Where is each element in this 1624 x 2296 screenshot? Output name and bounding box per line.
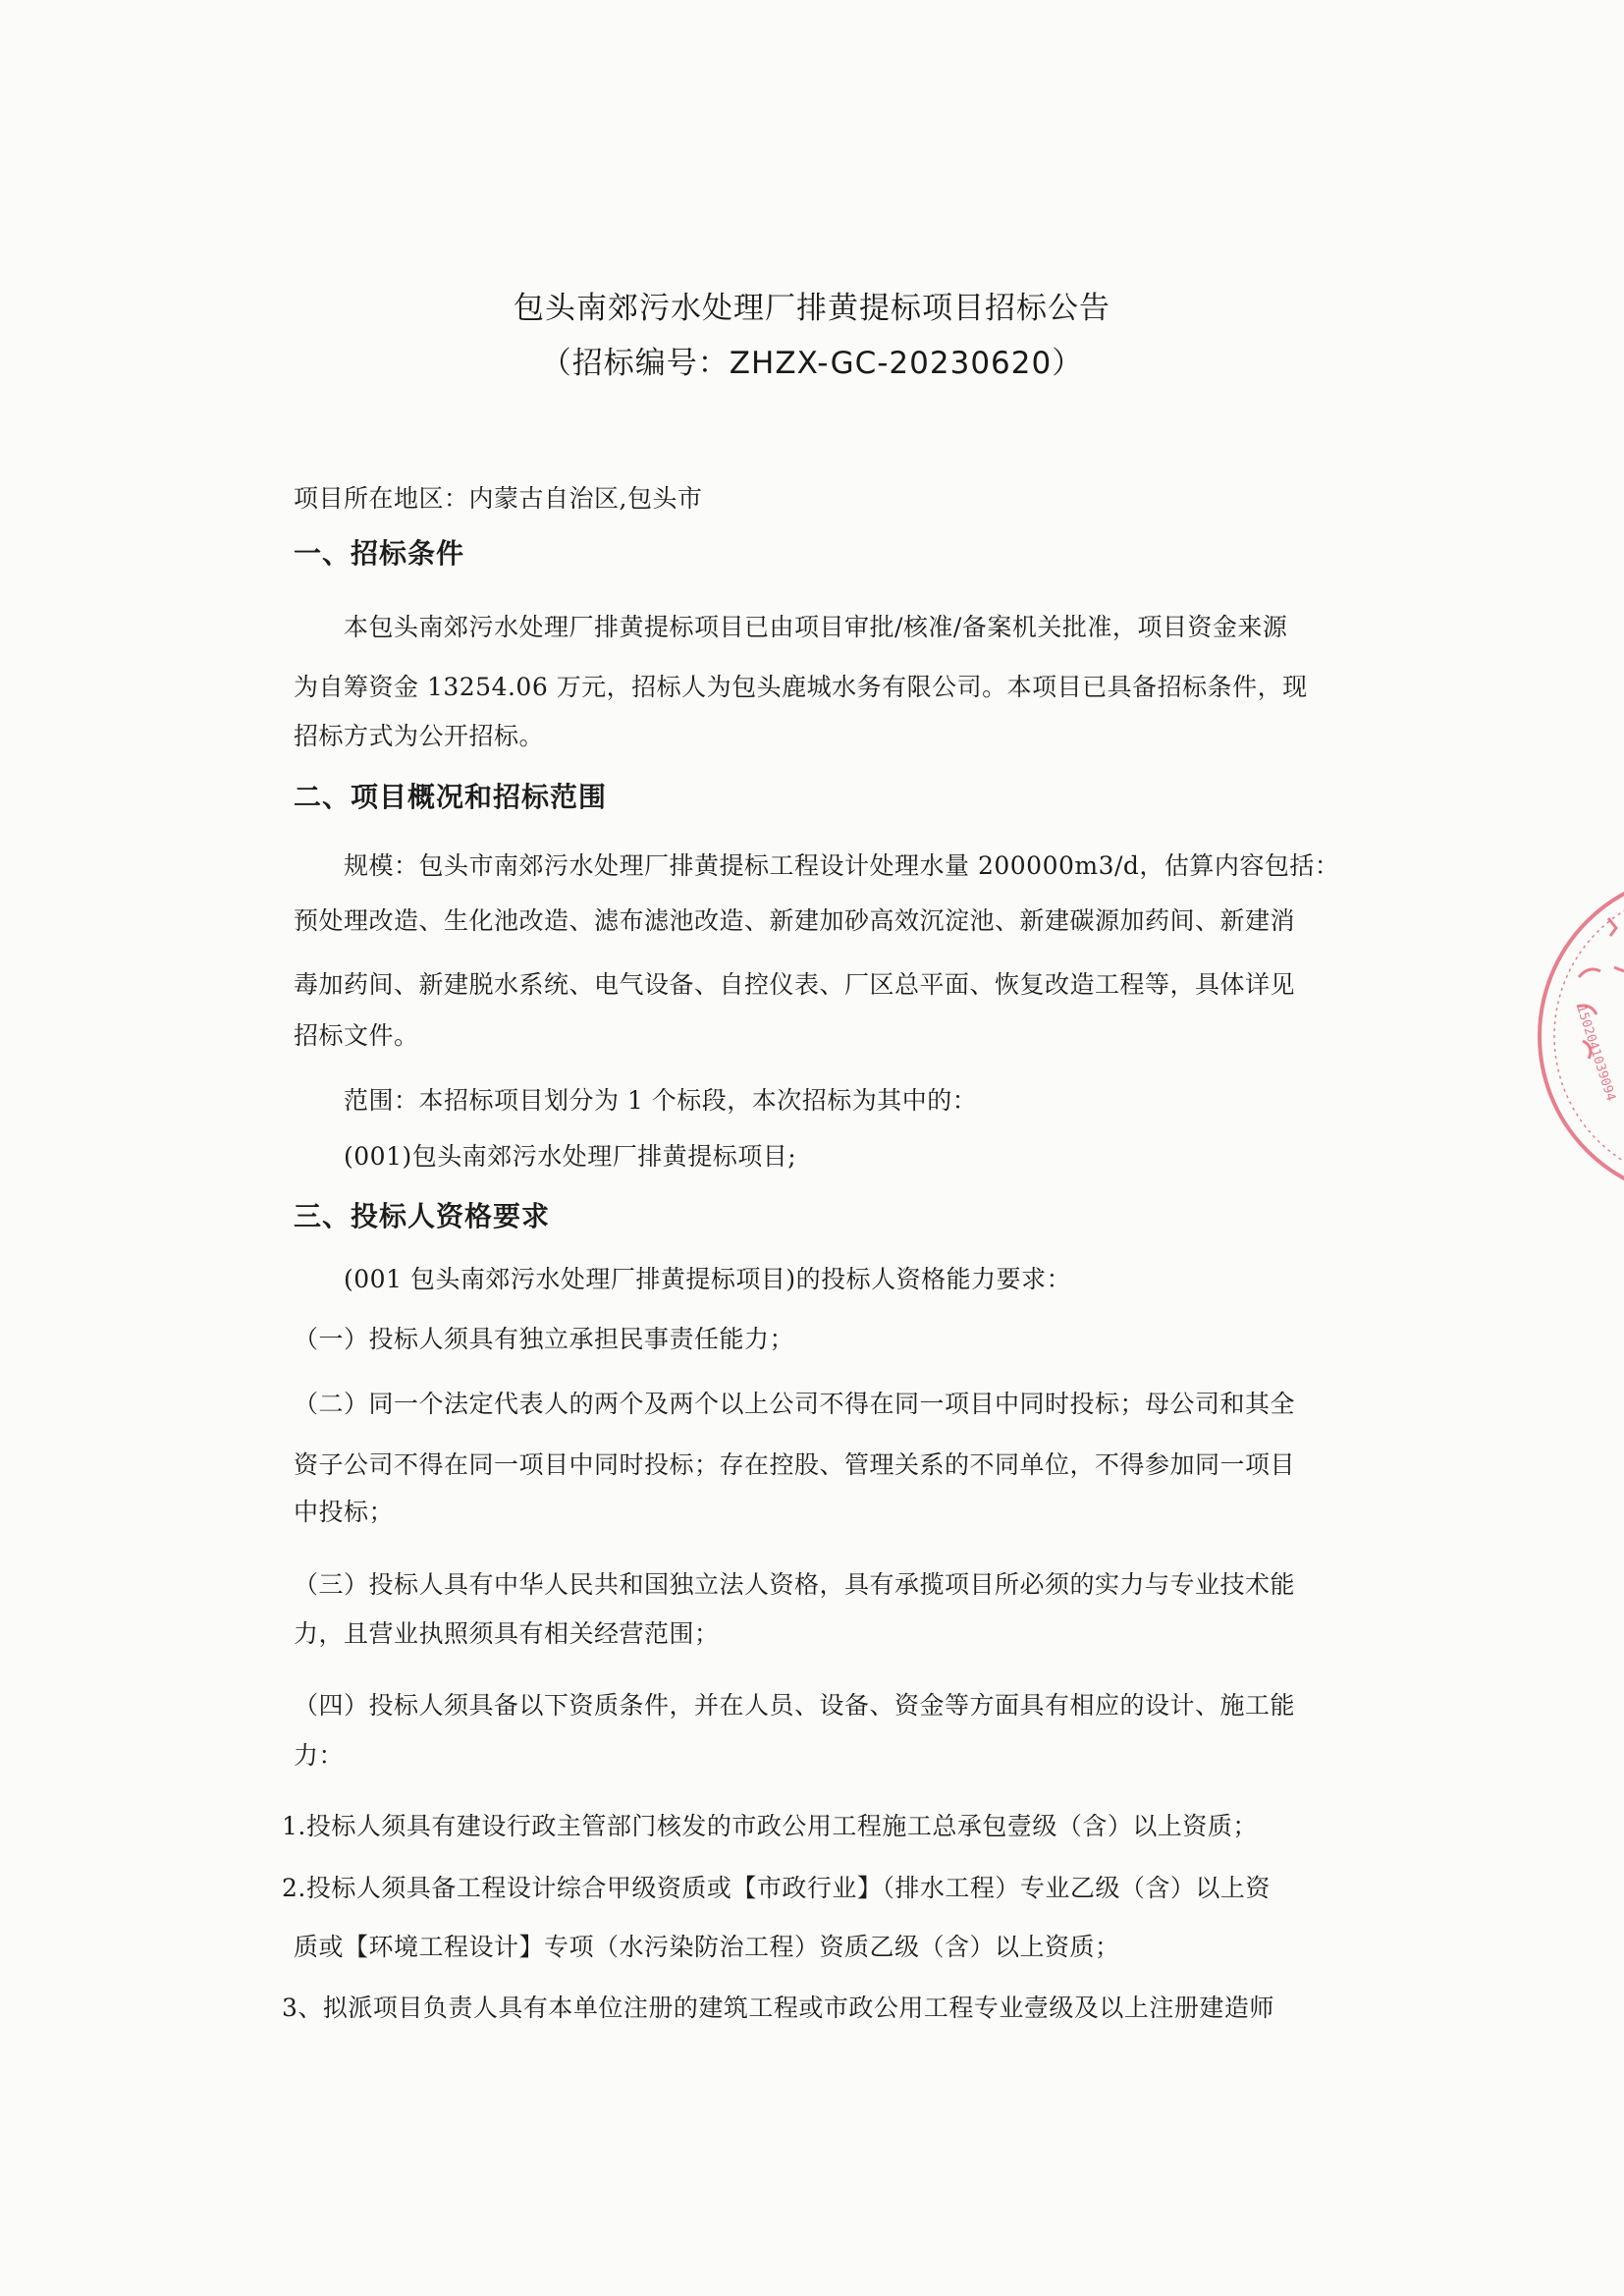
section-heading-project-overview: 二、项目概况和招标范围	[294, 781, 608, 813]
paragraph-line: (001 包头南郊污水处理厂排黄提标项目)的投标人资格能力要求：	[344, 1265, 1072, 1293]
paragraph-line: 招标文件。	[294, 1021, 419, 1050]
paragraph-line: 为自筹资金 13254.06 万元，招标人为包头鹿城水务有限公司。本项目已具备招标条件，现	[294, 673, 1308, 701]
section-heading-tender-conditions: 一、招标条件	[294, 537, 465, 570]
paragraph-line: 3、拟派项目负责人具有本单位注册的建筑工程或市政公用工程专业壹级及以上注册建造师	[282, 1994, 1274, 2022]
tender-number: （招标编号：ZHZX-GC-20230620）	[540, 346, 1084, 381]
paragraph-line: （二）同一个法定代表人的两个及两个以上公司不得在同一项目中同时投标；母公司和其全	[294, 1390, 1296, 1418]
project-location: 项目所在地区：内蒙古自治区,包头市	[294, 484, 703, 513]
paragraph-line: 1.投标人须具有建设行政主管部门核发的市政公用工程施工总承包壹级（含）以上资质；	[282, 1812, 1258, 1840]
document-title: 包头南郊污水处理厂排黄提标项目招标公告	[514, 291, 1110, 326]
paragraph-line: 预处理改造、生化池改造、滤布滤池改造、新建加砂高效沉淀池、新建碳源加药间、新建消	[294, 906, 1296, 935]
paragraph-line: （三）投标人具有中华人民共和国独立法人资格，具有承揽项目所必须的实力与专业技术能	[294, 1570, 1296, 1599]
paragraph-line: 2.投标人须具备工程设计综合甲级资质或【市政行业】（排水工程）专业乙级（含）以上资	[282, 1874, 1271, 1902]
paragraph-line: 力，且营业执照须具有相关经营范围；	[294, 1619, 720, 1648]
paragraph-line: 力：	[294, 1741, 345, 1770]
seal-number: 1502041039094	[1573, 1003, 1618, 1104]
section-heading-bidder-qualifications: 三、投标人资格要求	[294, 1200, 551, 1232]
paragraph-line: (001)包头南郊污水处理厂排黄提标项目;	[344, 1142, 797, 1171]
paragraph-line: 质或【环境工程设计】专项（水污染防治工程）资质乙级（含）以上资质；	[294, 1933, 1120, 1961]
paragraph-line: 本包头南郊污水处理厂排黄提标项目已由项目审批/核准/备案机关批准，项目资金来源	[344, 613, 1288, 641]
official-seal	[1520, 859, 1624, 1213]
paragraph-line: 范围：本招标项目划分为 1 个标段，本次招标为其中的：	[344, 1086, 978, 1115]
paragraph-line: 招标方式为公开招标。	[294, 722, 545, 750]
paragraph-line: （一）投标人须具有独立承担民事责任能力；	[294, 1325, 795, 1353]
paragraph-line: 中投标；	[294, 1498, 395, 1526]
seal-icon	[1520, 859, 1624, 1213]
paragraph-line: 毒加药间、新建脱水系统、电气设备、自控仪表、厂区总平面、恢复改造工程等，具体详见	[294, 970, 1296, 999]
paragraph-line: 规模：包头市南郊污水处理厂排黄提标工程设计处理水量 200000m3/d，估算内容包括：	[344, 851, 1340, 880]
paragraph-line: （四）投标人须具备以下资质条件，并在人员、设备、资金等方面具有相应的设计、施工能	[294, 1691, 1296, 1720]
paragraph-line: 资子公司不得在同一项目中同时投标；存在控股、管理关系的不同单位，不得参加同一项目	[294, 1450, 1296, 1479]
